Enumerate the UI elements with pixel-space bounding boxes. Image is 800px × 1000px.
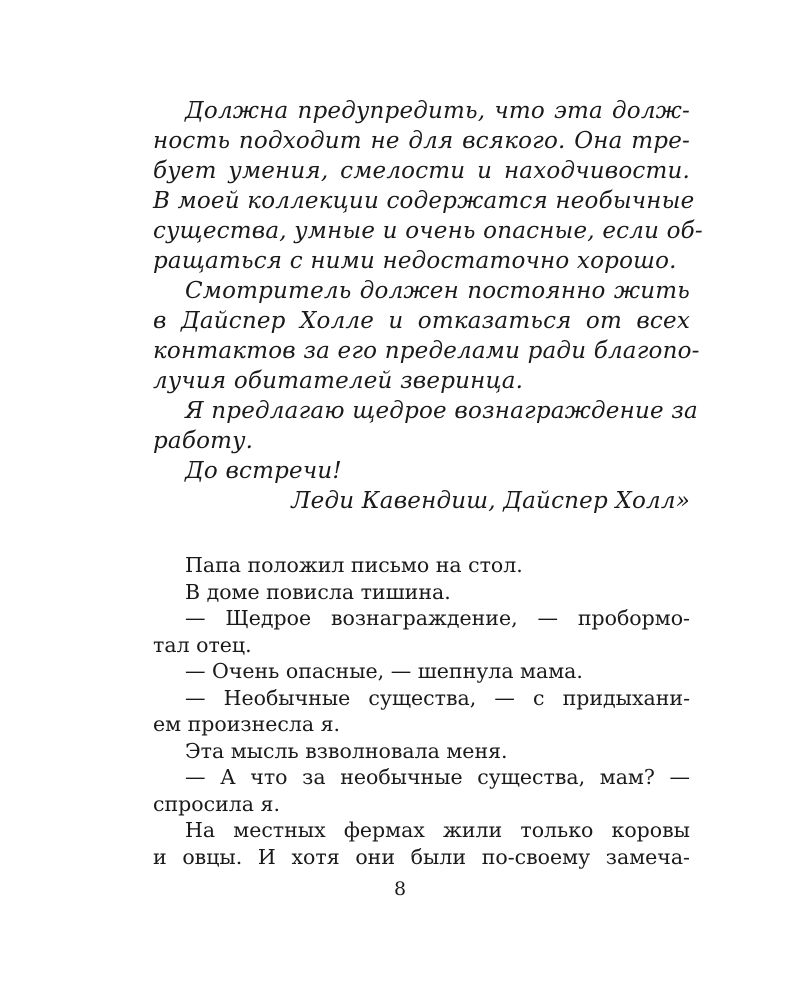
prose-line: ем произнесла я. — [153, 712, 341, 736]
letter-signature: Леди Кавендиш, Дайспер Холл» — [291, 488, 690, 514]
prose-line: — Необычные существа, — с придыхани- — [185, 685, 690, 710]
prose-line: и овцы. И хотя они были по-своему замеча- — [153, 844, 690, 869]
letter-line: ращаться с ними недостаточно хорошо. — [153, 248, 677, 274]
prose-line: тал отец. — [153, 632, 252, 657]
prose-line: — Щедрое вознаграждение, — пробормо- — [185, 606, 690, 630]
letter-line: лучия обитателей зверинца. — [153, 368, 524, 394]
letter-greeting: До встречи! — [185, 458, 342, 484]
page-number: 8 — [393, 878, 407, 900]
prose-line: На местных фермах жили только коровы — [185, 818, 690, 842]
prose-line: В доме повисла тишина. — [185, 579, 451, 604]
prose-line: — А что за необычные существа, мам? — — [185, 765, 690, 789]
letter-line: в Дайспер Холле и отказаться от всех — [153, 308, 690, 334]
letter-line: работу. — [153, 428, 254, 454]
prose-line: Эта мысль взволновала меня. — [185, 738, 508, 763]
letter-line: бует умения, смелости и находчивости. — [153, 158, 690, 184]
prose-line: Папа положил письмо на стол. — [185, 553, 523, 577]
letter-line: контактов за его пределами ради благопо- — [153, 338, 700, 364]
prose-line: спросила я. — [153, 791, 280, 816]
prose-line: — Очень опасные, — шепнула мама. — [185, 659, 583, 683]
narrative-text — [153, 552, 690, 870]
letter-line: Я предлагаю щедрое вознаграждение за — [185, 398, 698, 424]
letter-line: существа, умные и очень опасные, если об- — [153, 218, 703, 244]
letter-line: В моей коллекции содержатся необычные — [153, 188, 695, 214]
letter-line: Должна предупредить, что эта долж- — [185, 98, 690, 124]
letter-text — [153, 96, 703, 516]
book-page — [153, 96, 703, 870]
letter-line: ность подходит не для всякого. Она тре- — [153, 128, 690, 154]
letter-line: Смотритель должен постоянно жить — [185, 278, 690, 304]
